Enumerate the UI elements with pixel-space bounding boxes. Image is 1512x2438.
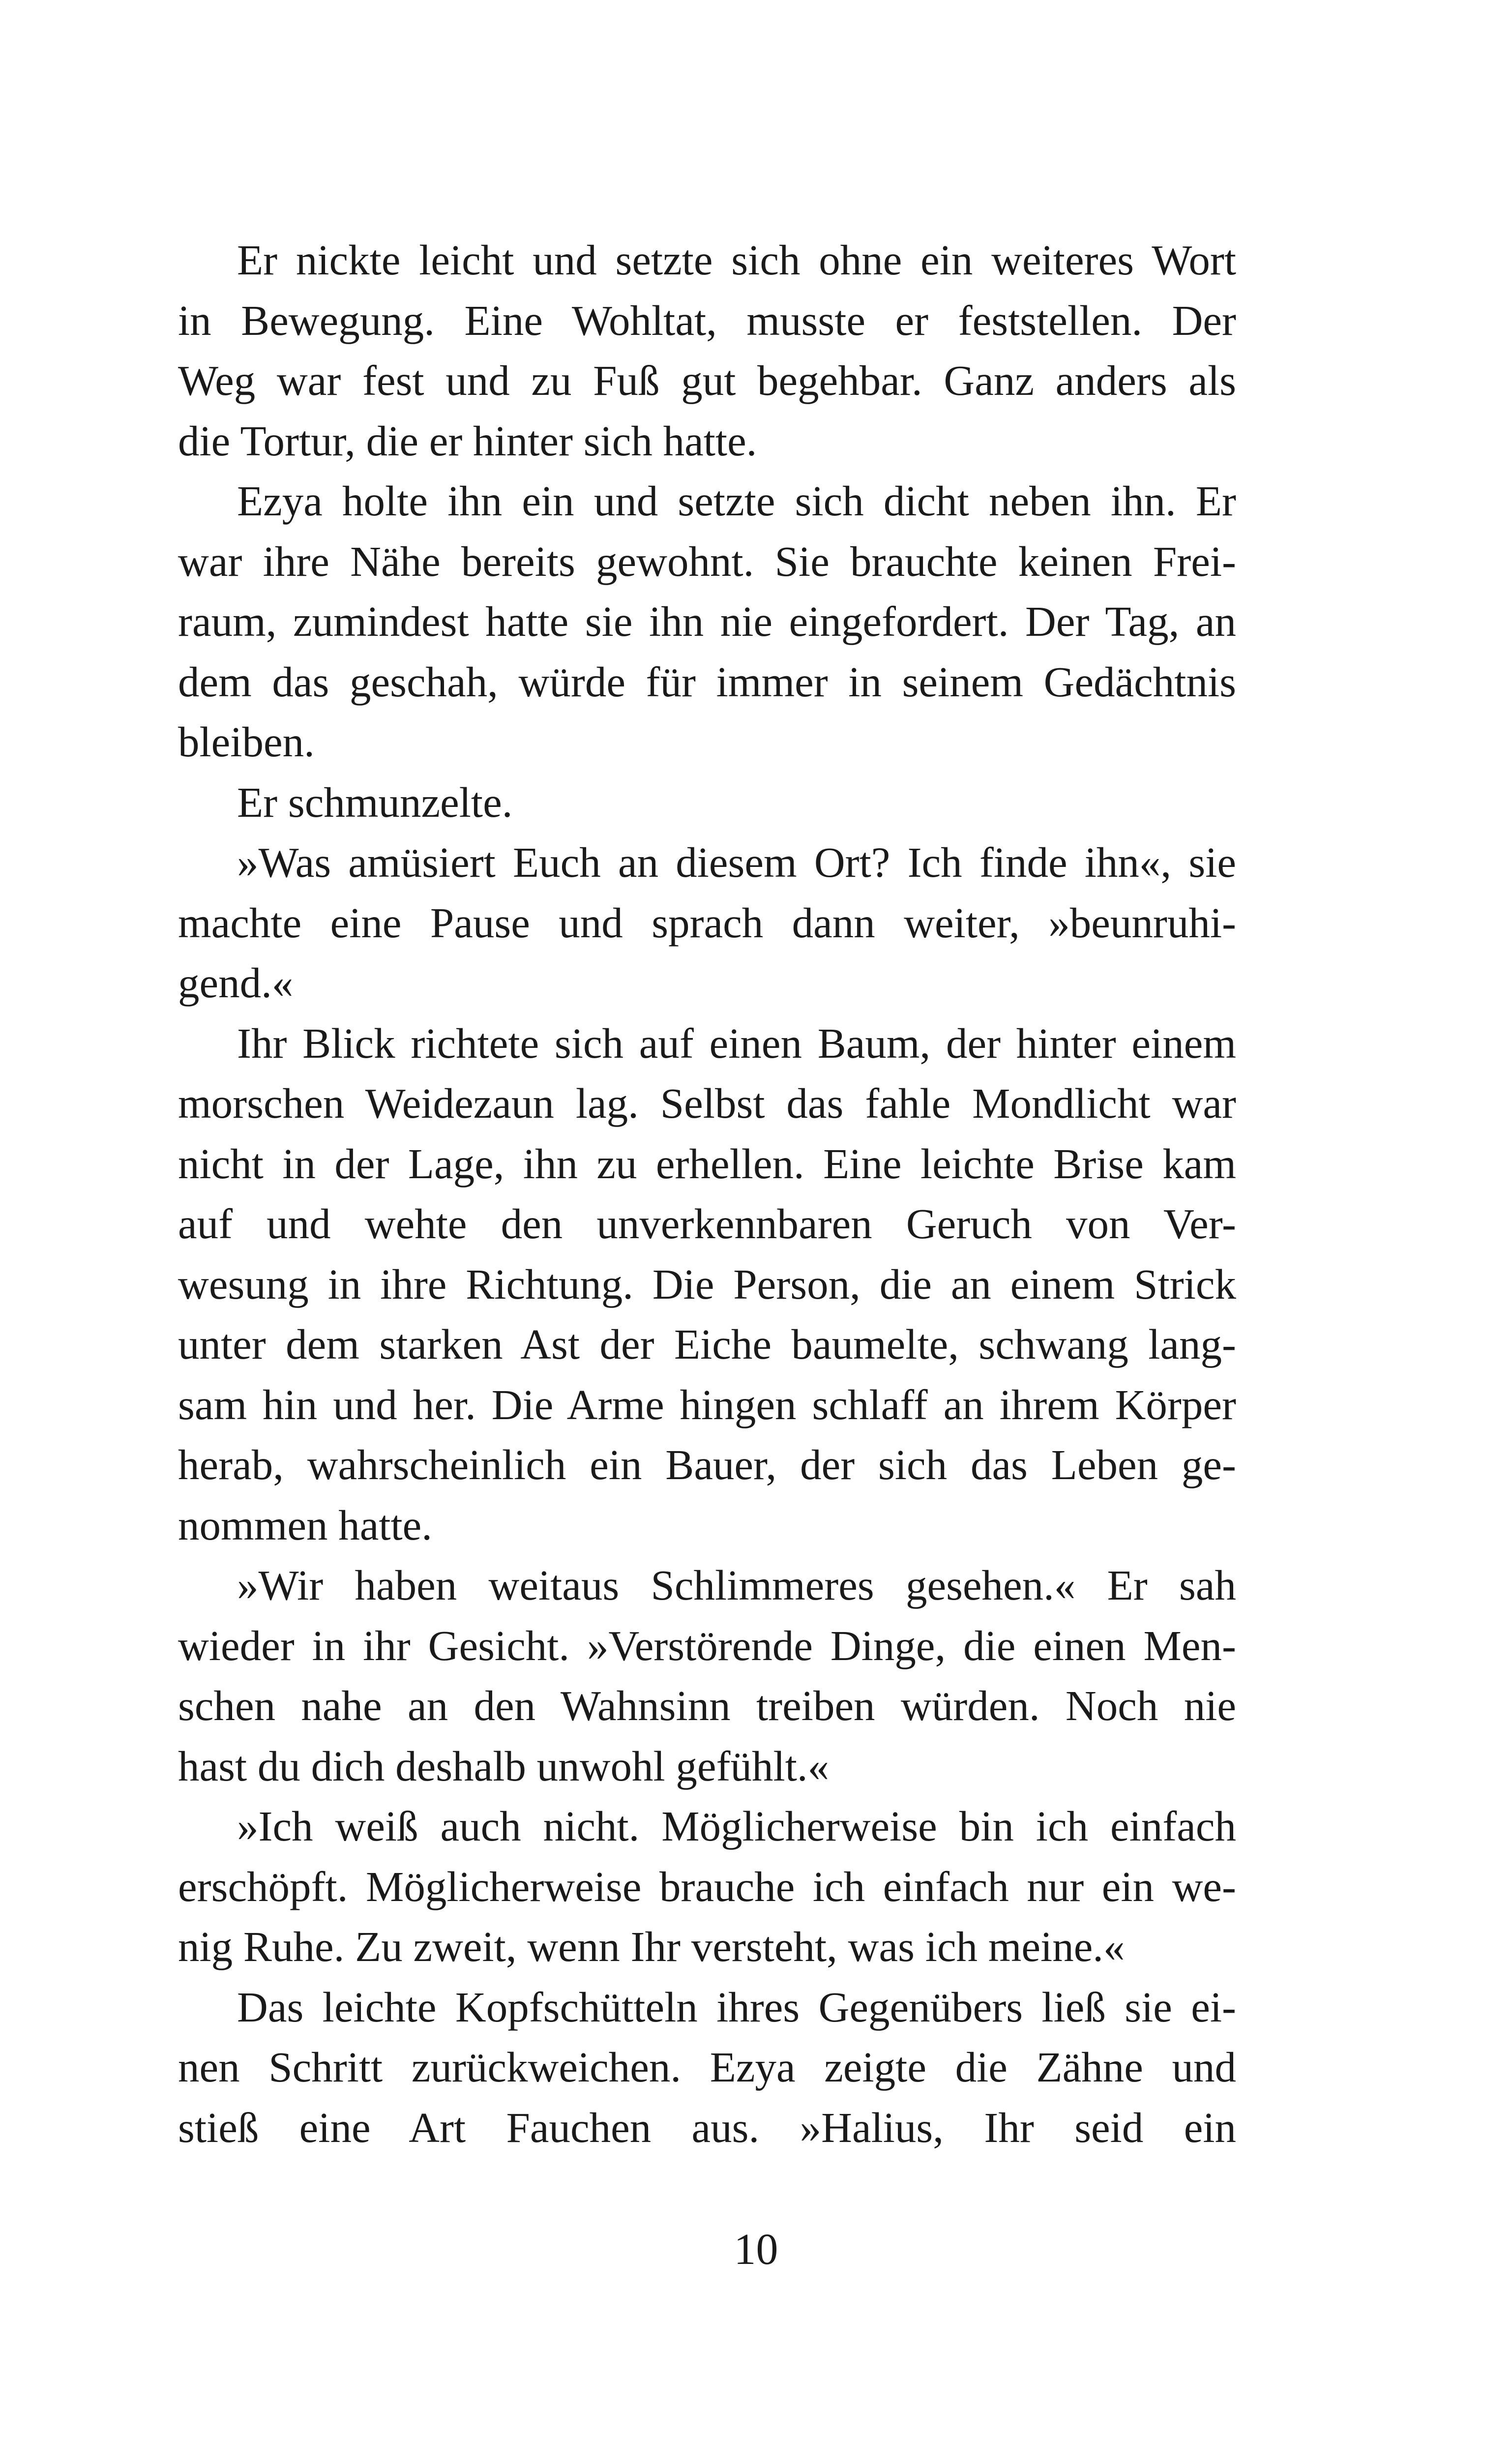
text-line: erschöpft. Möglicherweise brauche ich einfach nur ein we- (178, 1862, 1236, 1910)
text-line: nicht in der Lage, ihn zu erhellen. Eine leichte Brise kam (178, 1139, 1236, 1188)
text-line: war ihre Nähe bereits gewohnt. Sie brauchte keinen Frei- (178, 537, 1236, 585)
text-line: die Tortur, die er hinter sich hatte. (178, 416, 757, 465)
text-line: »Was amüsiert Euch an diesem Ort? Ich finde ihn«, sie (237, 838, 1236, 886)
page-number: 10 (734, 2225, 778, 2274)
text-line: wesung in ihre Richtung. Die Person, die an einem Strick (178, 1260, 1236, 1308)
text-line: gend.« (178, 959, 294, 1007)
text-line: auf und wehte den unverkennbaren Geruch von Ver- (178, 1200, 1236, 1248)
text-line: wieder in ihr Gesicht. »Verstörende Dinge, die einen Men- (178, 1621, 1236, 1669)
text-line: Er nickte leicht und setzte sich ohne ein weiteres Wort (237, 236, 1236, 284)
text-line: unter dem starken Ast der Eiche baumelte, schwang lang- (178, 1320, 1236, 1368)
text-line: machte eine Pause und sprach dann weiter, »beunruhi- (178, 898, 1236, 947)
text-line: dem das geschah, würde für immer in seinem Gedächtnis (178, 657, 1236, 706)
text-line: Das leichte Kopfschütteln ihres Gegenübers ließ sie ei- (237, 1983, 1236, 2031)
text-line: Er schmunzelte. (237, 778, 513, 826)
text-line: stieß eine Art Fauchen aus. »Halius, Ihr seid ein (178, 2103, 1236, 2151)
text-line: hast du dich deshalb unwohl gefühlt.« (178, 1742, 830, 1790)
text-line: »Ich weiß auch nicht. Möglicherweise bin ich einfach (237, 1802, 1236, 1850)
text-line: nommen hatte. (178, 1501, 433, 1549)
text-line: Weg war fest und zu Fuß gut begehbar. Ganz anders als (178, 357, 1236, 404)
text-line: Ihr Blick richtete sich auf einen Baum, der hinter einem (237, 1019, 1236, 1067)
text-line: raum, zumindest hatte sie ihn nie eingefordert. Der Tag, an (178, 597, 1236, 645)
text-line: morschen Weidezaun lag. Selbst das fahle Mondlicht war (178, 1079, 1236, 1127)
text-line: Ezya holte ihn ein und setzte sich dicht neben ihn. Er (237, 477, 1236, 525)
text-line: in Bewegung. Eine Wohltat, musste er feststellen. Der (178, 296, 1236, 344)
text-line: nig Ruhe. Zu zweit, wenn Ihr versteht, was ich meine.« (178, 1923, 1125, 1970)
body-text (178, 230, 1236, 2158)
text-line: bleiben. (178, 718, 315, 766)
text-line: herab, wahrscheinlich ein Bauer, der sich das Leben ge- (178, 1441, 1236, 1488)
text-line: sam hin und her. Die Arme hingen schlaff an ihrem Körper (178, 1380, 1236, 1428)
text-line: »Wir haben weitaus Schlimmeres gesehen.« Er sah (237, 1561, 1236, 1609)
text-line: nen Schritt zurückweichen. Ezya zeigte die Zähne und (178, 2043, 1236, 2091)
text-line: schen nahe an den Wahnsinn treiben würden. Noch nie (178, 1682, 1236, 1729)
